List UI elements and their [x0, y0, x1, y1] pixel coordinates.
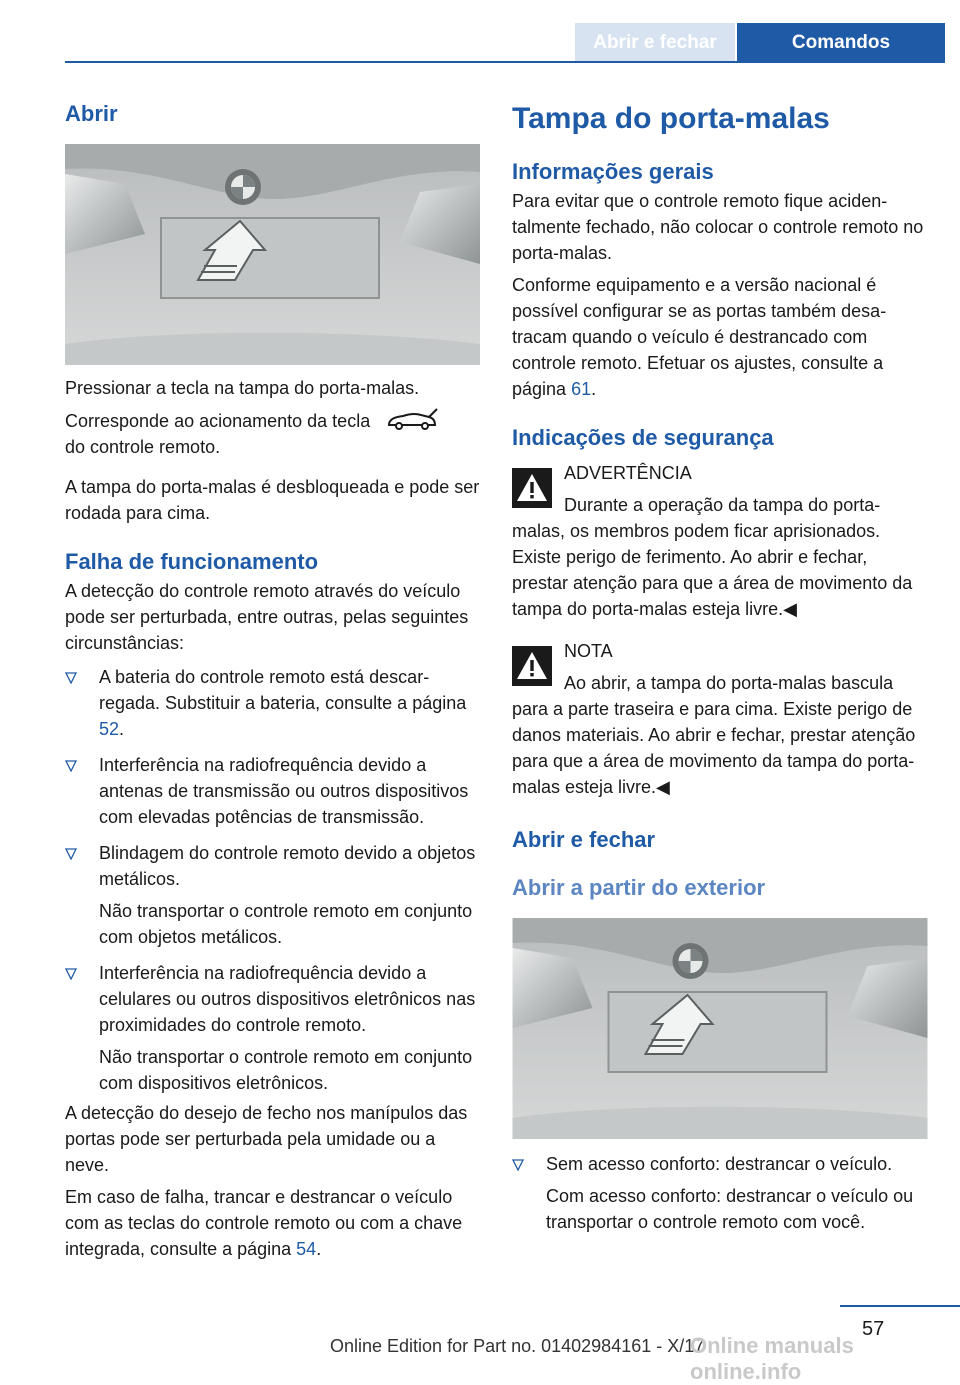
- warning-title: ADVERTÊNCIA: [564, 463, 692, 483]
- paragraph-handles: A detecção do desejo de fecho nos manípulos das portas pode ser perturbada pela umidade ou a neve.: [65, 1103, 468, 1175]
- warning-triangle-icon: [512, 646, 552, 686]
- trunk-button-illustration: [65, 144, 480, 365]
- paragraph-fallback: [65, 1184, 480, 1262]
- list-item: [65, 840, 480, 950]
- page-link-52[interactable]: 52: [99, 719, 120, 739]
- car-trunk-icon: [385, 407, 441, 431]
- list-item: [65, 752, 480, 830]
- bullet-triangle-icon: [65, 848, 77, 860]
- page-link-54[interactable]: 54: [296, 1239, 317, 1259]
- heading-seguranca: Indicações de segurança: [512, 425, 774, 450]
- bullet-text: Interferência na radiofrequência devido a celulares ou outros dispositivos eletrônicos nas proximidades do controle remoto.: [99, 963, 476, 1035]
- list-item: [65, 960, 480, 1096]
- paragraph-info-2-end: .: [591, 379, 597, 399]
- watermark: Online manuals online.info: [690, 1333, 854, 1384]
- paragraph-info-2: [512, 272, 928, 402]
- warning-triangle-icon: [512, 468, 552, 508]
- paragraph-press-key: Pressionar a tecla na tampa do porta-malas.: [65, 378, 420, 398]
- note-body: Ao abrir, a tampa do porta-malas bascula para a parte traseira e para cima. Existe perigo de danos materiais. Ao abrir e fechar, prestar atenção para que a área de movimento da tampa do porta-malas esteja livre.◀: [512, 673, 916, 797]
- warning-body: Durante a operação da tampa do porta-malas, os membros podem ficar aprisionados. Existe perigo de ferimento. Ao abrir e fechar, prestar atenção para que a área de movimento da tampa do porta-malas esteja livre.◀: [512, 495, 913, 619]
- heading-tampa: Tampa do porta-malas: [512, 102, 830, 135]
- bullet-triangle-icon: [512, 1159, 524, 1171]
- footer-rule: [840, 1305, 960, 1307]
- heading-falha: Falha de funcionamento: [65, 549, 319, 574]
- paragraph-remote-key-text: Corresponde ao acionamento da tecla: [65, 411, 371, 431]
- paragraph-remote-key: [65, 407, 480, 460]
- paragraph-fallback-text: Em caso de falha, trancar e destrancar o veículo com as teclas do controle remoto ou com a chave integrada, consulte a página: [65, 1187, 463, 1259]
- bullet-text: Sem acesso conforto: destrancar o veículo.: [546, 1154, 893, 1174]
- bullet-text: Blindagem do controle remoto devido a objetos metálicos.: [99, 843, 476, 889]
- note-title: NOTA: [564, 641, 613, 661]
- exterior-list: [512, 1151, 928, 1235]
- bullet-subtext: Com acesso conforto: destrancar o veículo ou transportar o controle remoto com você.: [546, 1186, 914, 1232]
- page-link-61[interactable]: 61: [571, 379, 592, 399]
- trunk-exterior-illustration: [512, 918, 928, 1139]
- bullet-text: [99, 664, 480, 742]
- paragraph-detection: A detecção do controle remoto através do veículo pode ser perturbada, entre outras, pelas seguintes circunstâncias:: [65, 581, 469, 653]
- paragraph-fallback-end: .: [316, 1239, 322, 1259]
- bullet-triangle-icon: [65, 760, 77, 772]
- warning-block: [512, 460, 928, 622]
- heading-abrir-fechar: Abrir e fechar: [512, 827, 656, 852]
- bullet-text-end: .: [119, 719, 125, 739]
- paragraph-remote-key-text-2: do controle remoto.: [65, 437, 221, 457]
- note-block: [512, 638, 928, 800]
- left-column: [65, 100, 480, 1262]
- malfunction-list: [65, 664, 480, 1096]
- bullet-subtext: Não transportar o controle remoto em conjunto com dispositivos eletrônicos.: [99, 1047, 473, 1093]
- header-tab-active-label: Comandos: [791, 31, 891, 53]
- heading-abrir: Abrir: [65, 101, 118, 126]
- bullet-triangle-icon: [65, 672, 77, 684]
- right-column: [512, 100, 928, 1235]
- paragraph-info-2-text: Conforme equipamento e a versão nacional é possível configurar se as portas também desatracam quando o veículo é destrancado com controle remoto. Efetuar os ajustes, consulte a página: [512, 275, 887, 399]
- header-tab-section[interactable]: [575, 23, 735, 62]
- bullet-triangle-icon: [65, 968, 77, 980]
- bullet-text: Interferência na radiofrequência devido a antenas de transmissão ou outros dispositivos com elevadas potências de transmissão.: [99, 755, 469, 827]
- list-item: [512, 1151, 928, 1235]
- header-rule: [65, 61, 945, 63]
- heading-informacoes: Informações gerais: [512, 159, 714, 184]
- header-tab-section-label: Abrir e fechar: [593, 31, 717, 53]
- bullet-subtext: Não transportar o controle remoto em conjunto com objetos metálicos.: [99, 901, 473, 947]
- paragraph-trunk-unlocked: A tampa do porta-malas é desbloqueada e pode ser rodada para cima.: [65, 477, 480, 523]
- header-tab-active[interactable]: [737, 23, 945, 62]
- page-number: 57: [862, 1318, 885, 1340]
- list-item: [65, 664, 480, 742]
- heading-abrir-exterior: Abrir a partir do exterior: [512, 875, 766, 900]
- edition-text: Online Edition for Part no. 01402984161 - X/17: [330, 1336, 705, 1356]
- bullet-text-part: A bateria do controle remoto está descarregada. Substituir a bateria, consulte a página: [99, 667, 467, 713]
- paragraph-info-1: Para evitar que o controle remoto fique acidentalmente fechado, não colocar o controle remoto no porta-malas.: [512, 191, 924, 263]
